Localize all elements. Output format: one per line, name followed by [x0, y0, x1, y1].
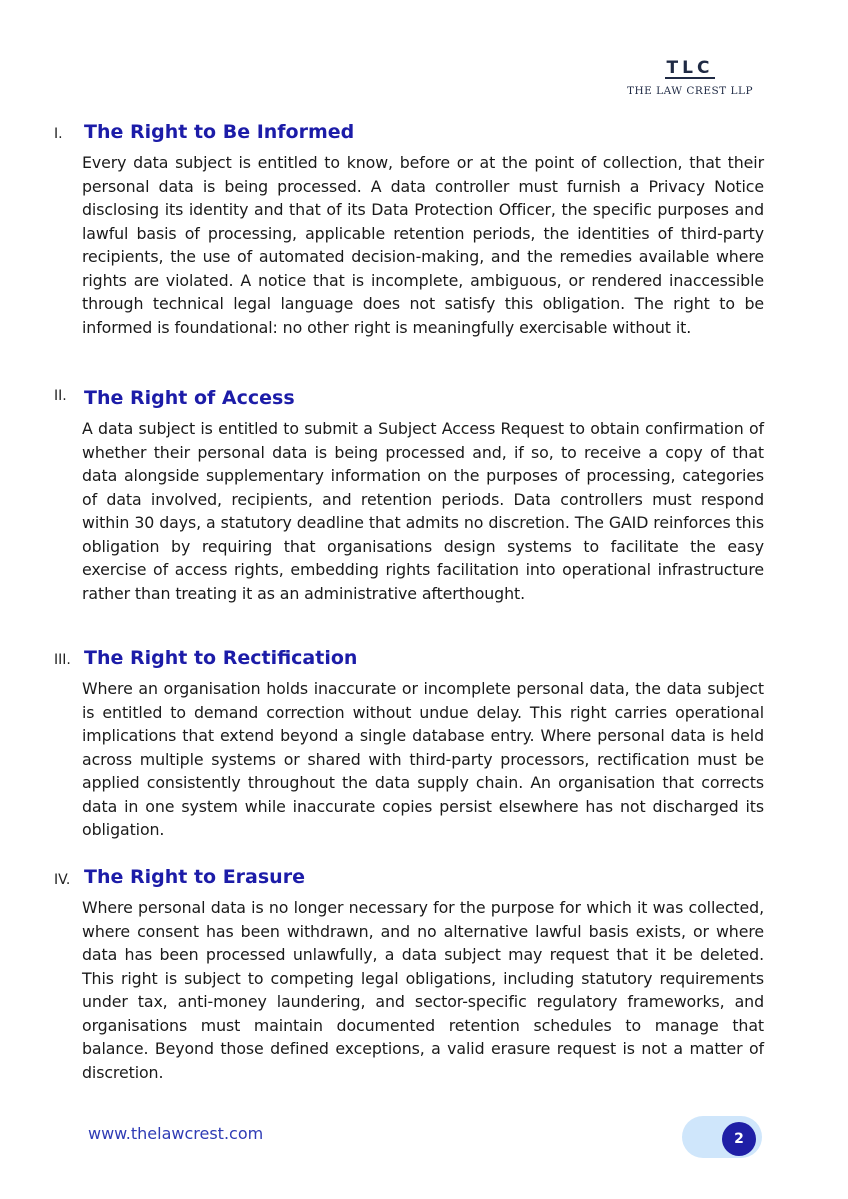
section-body: Every data subject is entitled to know, before or at the point of collection, that their personal data is being processed. A data controller must furnish a Privacy Notice disclosing its identity and that of its Data Protection Officer, the specific purposes and lawful basis of processing, applicable retention periods, the identities of third-party recipients, the use of automated decision-making, and the remedies available where rights are violated. A notice that is incomplete, ambiguous, or rendered inaccessible through technical legal language does not satisfy this obligation. The right to be informed is foundational: no other right is meaningfully exercisable without it. [82, 153, 764, 337]
section-body: Where an organisation holds inaccurate or incomplete personal data, the data subject is entitled to demand correction without undue delay. This right carries operational implications that extend beyond a single database entry. Where personal data is held across multiple systems or shared with third-party processors, rectification must be applied consistently throughout the data supply chain. An organisation that corrects data in one system while inaccurate copies persist elsewhere has not discharged its obligation. [82, 679, 764, 839]
section-body: A data subject is entitled to submit a Subject Access Request to obtain confirmation of whether their personal data is being processed and, if so, to receive a copy of that data alongside supplementary information on the purposes of processing, categories of data involved, recipients, and retention periods. Data controllers must respond within 30 days, a statutory deadline that admits no discretion. The GAID reinforces this obligation by requiring that organisations design systems to facilitate the easy exercise of access rights, embedding rights facilitation into operational infrastructure rather than treating it as an administrative afterthought. [82, 419, 764, 603]
section-numeral: III. [54, 652, 71, 668]
logo-mark: TLC [666, 58, 714, 78]
section-numeral: IV. [54, 872, 71, 888]
website-link[interactable]: www.thelawcrest.com [88, 1124, 264, 1143]
section-heading: The Right of Access [84, 387, 295, 409]
section-numeral: II. [54, 388, 67, 404]
section-heading: The Right to Erasure [84, 866, 305, 888]
section-heading: The Right to Rectification [84, 647, 358, 669]
logo-firm-name: THE LAW CREST LLP [626, 85, 754, 97]
page-number: 2 [722, 1122, 756, 1156]
section-heading: The Right to Be Informed [84, 121, 355, 143]
section-body: Where personal data is no longer necessary for the purpose for which it was collected, where consent has been withdrawn, and no alternative lawful basis exists, or where data has been processed unlawfully, a data subject may request that it be deleted. This right is subject to competing legal obligations, including statutory requirements under tax, anti-money laundering, and sector-specific regulatory frameworks, and organisations must maintain documented retention schedules to manage that balance. Beyond those defined exceptions, a valid erasure request is not a matter of discretion. [82, 898, 764, 1082]
section-numeral: I. [54, 126, 63, 142]
firm-logo [620, 58, 760, 97]
